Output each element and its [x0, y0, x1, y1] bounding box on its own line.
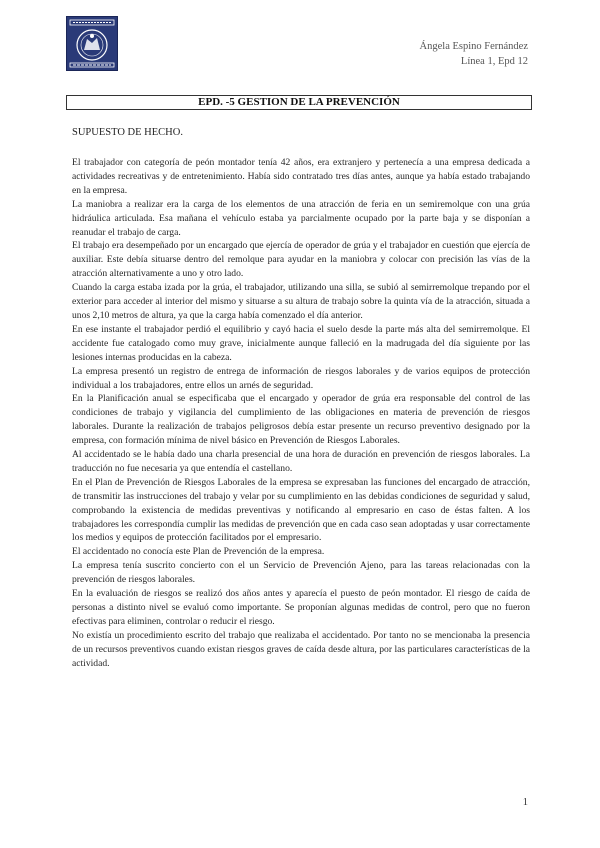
- paragraph: La empresa presentó un registro de entrega de información de riesgos laborales y de varios equipos de protección individual a los trabajadores, entre ellos un arnés de seguridad.: [72, 365, 530, 391]
- paragraph: La empresa tenía suscrito concierto con el un Servicio de Prevención Ajeno, para las tareas relacionadas con la prevención de riesgos laborales.: [72, 560, 530, 586]
- paragraph: En la evaluación de riesgos se realizó dos años antes y aparecía el puesto de peón montador. El riesgo de caída de personas a distinto nivel se evaluó como importante. Se proponían algunas medidas de control, pero que no fueron efectivas para eliminen, controlar o reducir el riesgo.: [72, 588, 530, 627]
- paragraph: El trabajador con categoría de peón montador tenía 42 años, era extranjero y pertenecía a una empresa dedicada a actividades recreativas y de entretenimiento. Había sido contratado tres días antes, aunque ya había estado trabajando en la empresa.: [72, 157, 530, 196]
- paragraph: El accidentado no conocía este Plan de Prevención de la empresa.: [72, 546, 325, 558]
- paragraph: La maniobra a realizar era la carga de los elementos de una atracción de feria en un semiremolque con una grúa hidráulica articulada. Esa mañana el vehículo estaba ya parcialmente ocupado por la parte baja y se disponían a reanudar el trabajo de carga.: [72, 198, 530, 238]
- paragraph: En el Plan de Prevención de Riesgos Laborales de la empresa se expresaban las funciones del encargado de atracción, de transmitir las instrucciones del trabajo y velar por su cumplimiento en las debidas condiciones de seguridad y salud, comprobando la existencia de medidas preventivas y notificando al empresario en caso de éstas falten. A los trabajadores les correspondía cumplir las medidas de prevención que en cada caso sean adoptadas y usar correctamente los medios y equipos de protección facilitados por el empresario.: [72, 476, 530, 544]
- section-heading: SUPUESTO DE HECHO.: [72, 127, 183, 138]
- paragraph: En ese instante el trabajador perdió el equilibrio y cayó hacia el suelo desde la parte más alta del semirremolque. El accidente fue catalogado como muy grave, inicialmente aunque falleció en la madrugada del día siguiente por las lesiones internas producidas en la cabeza.: [72, 323, 530, 363]
- course-reference: Línea 1, Epd 12: [460, 56, 528, 67]
- page-number: 1: [522, 797, 528, 808]
- paragraph: No existía un procedimiento escrito del trabajo que realizaba el accidentado. Por tanto no se mencionaba la presencia de un recursos preventivos cuando existan riesgos graves de caída desde altura, por las particulares características de la actividad.: [72, 629, 530, 669]
- paragraph: El trabajo era desempeñado por un encargado que ejercía de operador de grúa y el trabajador en cuestión que ejercía de auxiliar. Este debía situarse dentro del remolque para ayudar en la maniobra y colocar con precisión las vías de la atracción alternativamente a uno y otro lado.: [72, 240, 530, 280]
- case-body: [72, 156, 530, 671]
- document-title: EPD. -5 GESTION DE LA PREVENCIÓN: [66, 95, 532, 110]
- author-name: Ángela Espino Fernández: [419, 41, 528, 52]
- paragraph: Al accidentado se le había dado una charla presencial de una hora de duración en prevención de riesgos laborales. La traducción no fue necesaria ya que entendía el castellano.: [72, 449, 530, 474]
- paragraph: En la Planificación anual se especificaba que el encargado y operador de grúa era responsable del control de las condiciones de trabajo y vigilancia del cumplimiento de las obligaciones en materia de prevención de riesgos laborales. Durante la realización de trabajos peligrosos debía estar presente un recurso preventivo designado por la empresa, con formación mínima de nivel básico en Prevención de Riesgos Laborales.: [72, 393, 530, 447]
- paragraph: Cuando la carga estaba izada por la grúa, el trabajador, utilizando una silla, se subió al semirremolque trepando por el exterior para acceder al interior del mismo y situarse a su altura de trabajo sobre la quinta vía de la atracción, situada a unos 2,10 metros de altura, ya que la carga había comenzado el día anterior.: [72, 282, 530, 321]
- university-seal-logo: [66, 16, 118, 71]
- seal-emblem-icon: [67, 17, 117, 70]
- document-header: [420, 39, 528, 69]
